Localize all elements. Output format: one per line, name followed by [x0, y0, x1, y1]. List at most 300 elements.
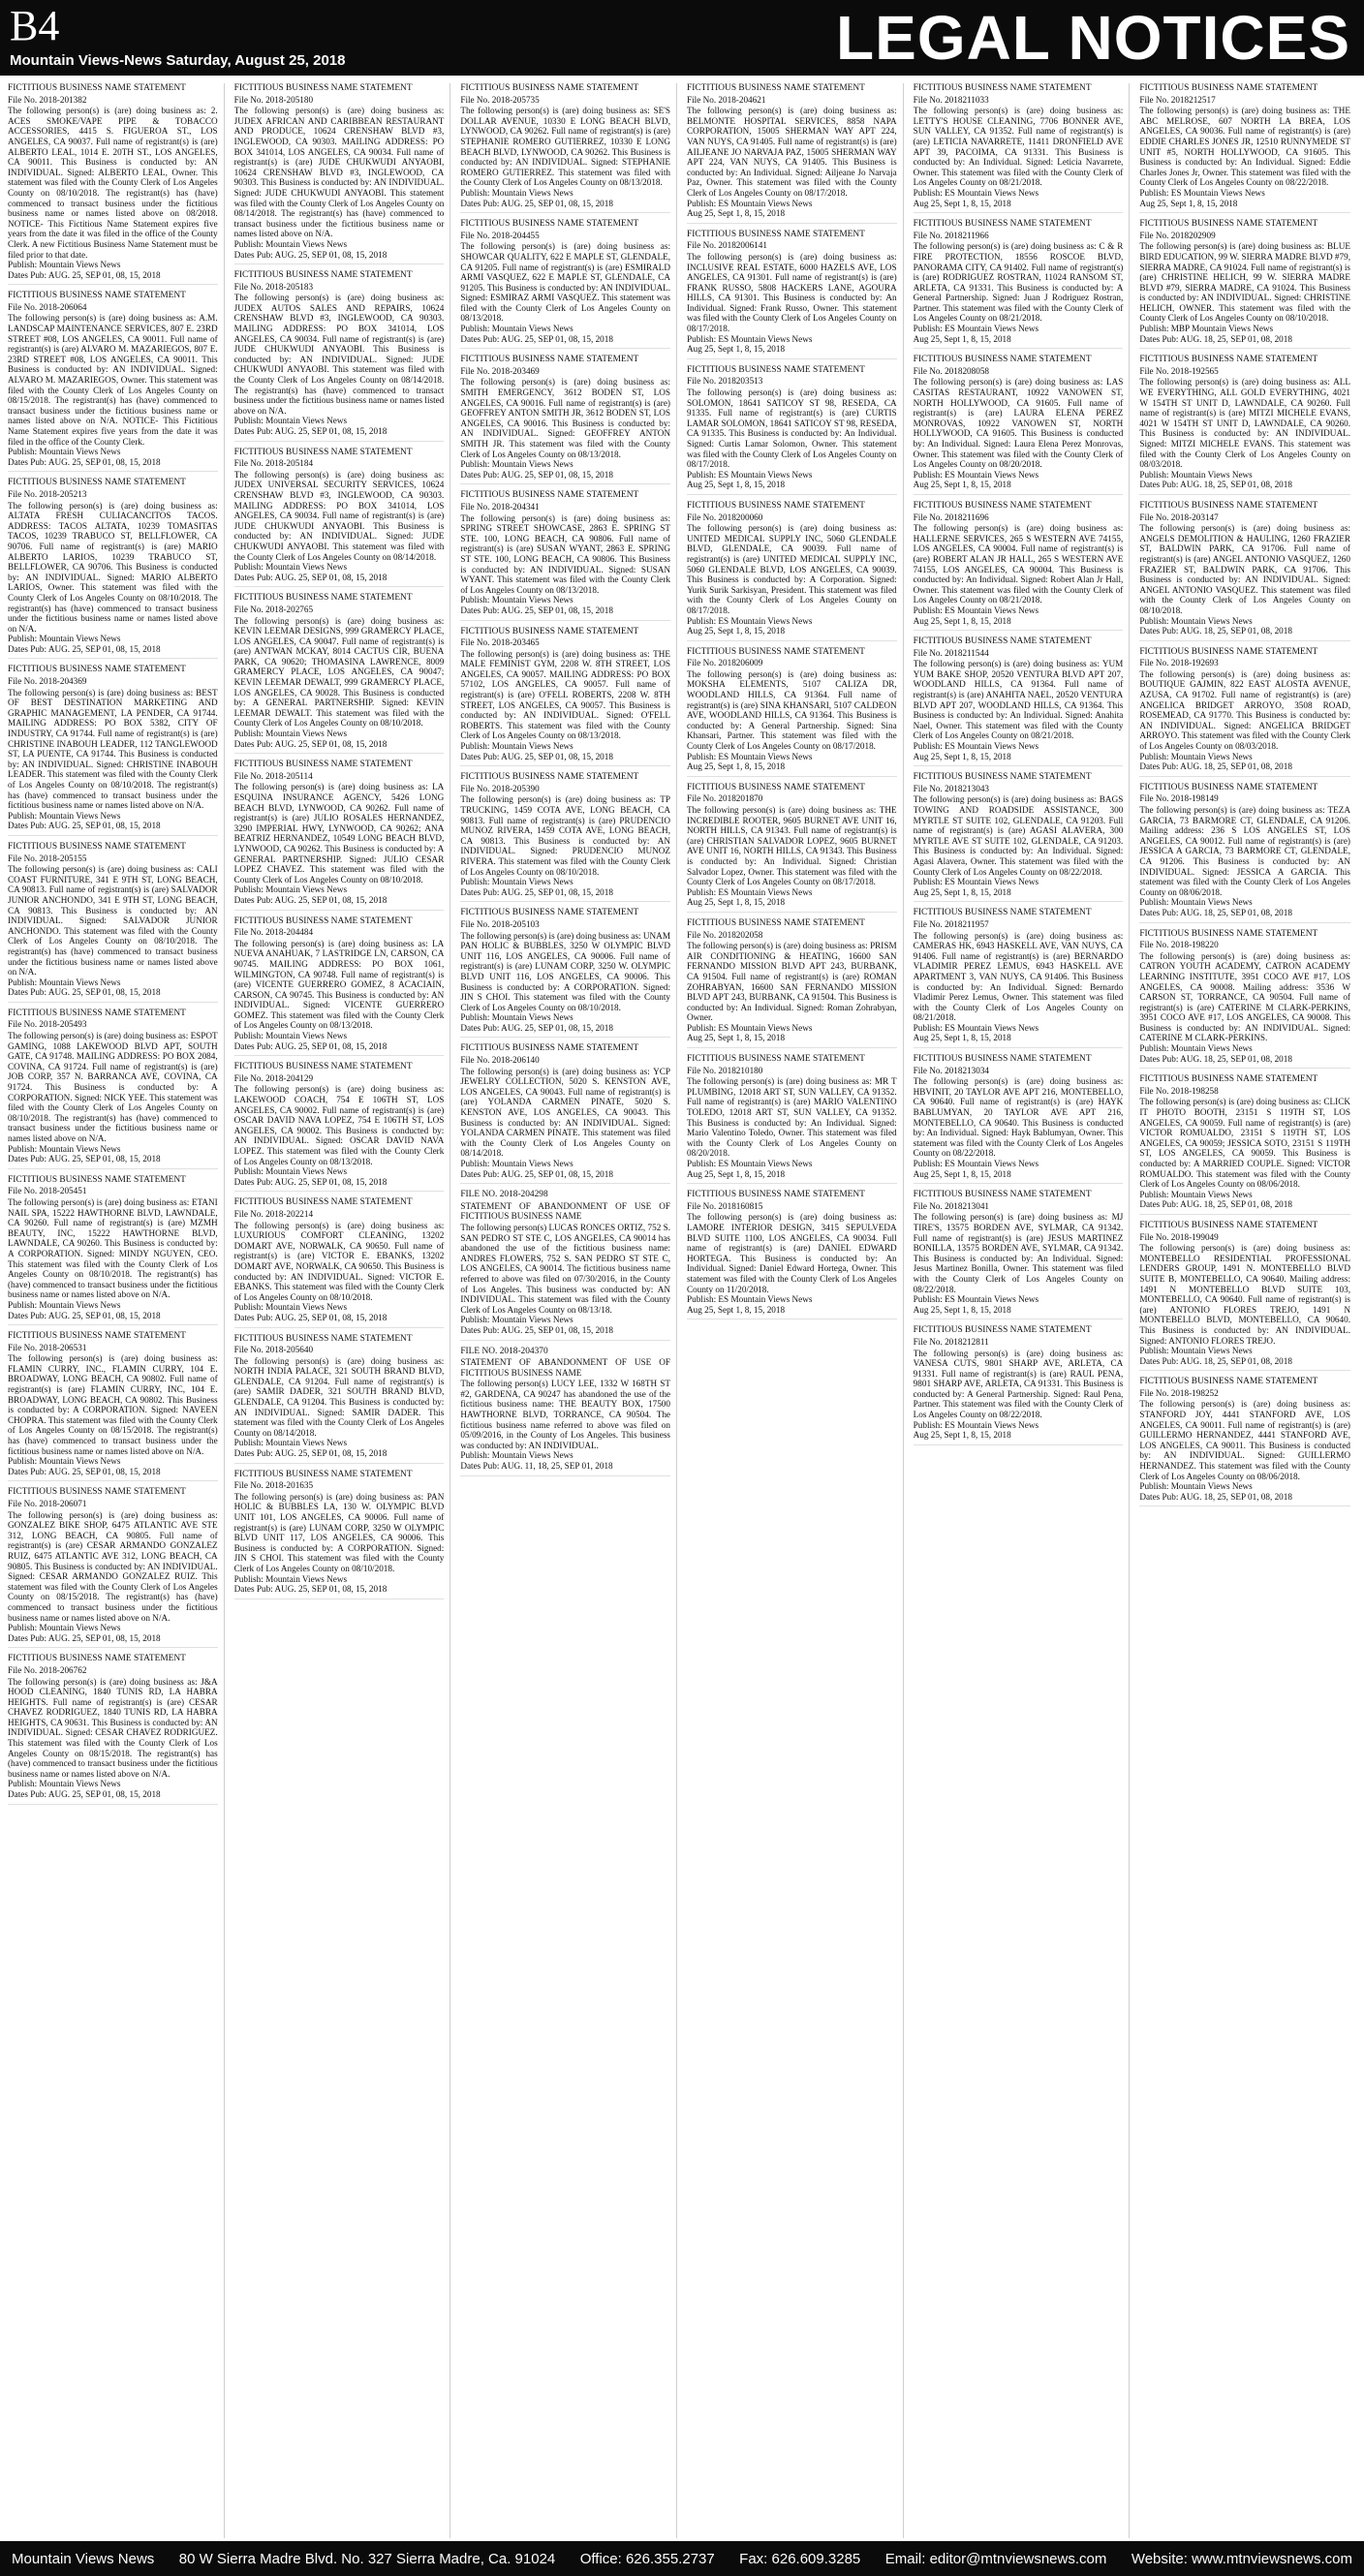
notice-file-number: File No. 2018-204455 [460, 230, 540, 240]
notice-publication: Publish: Mountain Views News [8, 1623, 121, 1633]
legal-notice [234, 760, 445, 910]
notice-title: FICTITIOUS BUSINESS NAME STATEMENT [233, 83, 413, 93]
notice-title: FICTITIOUS BUSINESS NAME STATEMENT [8, 291, 186, 301]
notice-publish-dates: Dates Pub: AUG. 25, SEP 01, 08, 15, 2018 [8, 821, 161, 831]
notice-body: The following person(s) is (are) doing business as: KEVIN LEEMAR DESIGNS, 999 GRAMERCY PLACE, LOS ANGELES, CA 90047. Full name of registrant(s) is (are) ANTWAN MCKAY, 8014 CACTUS CIR, BUENA PARK, CA 90620; THOMASINA LAWRENCE, 8009 GRAMERCY PLACE, LOS ANGELES, CA 90047; KEVIN LEEMAR DEWALT, 999 GRAMERCY PLACE, LOS ANGELES, CA 90028. This Business is conducted by: A GENERAL PARTNERSHIP. Signed: KEVIN LEEMAR DEWALT. This statement was filed with the County Clerk of Los Angeles County on 08/10/2018. [233, 615, 445, 729]
notice-body: The following person(s) is (are) doing business as: MOKSHA ELEMENTS, 5107 CALIZA DR, WOODLAND HILLS, CA 91364. Full name of registrant(s) is (are) SINA KHANSARI, 5107 CALDEON AVE, WOODLAND HILLS, CA 91364. This Business is conducted by: A General Partnership. Signed: Sina Khansari, Partner. This statement was filed with the County Clerk of Los Angeles County on 08/17/2018. [687, 668, 897, 752]
notice-title: FICTITIOUS BUSINESS NAME STATEMENT [913, 219, 1092, 230]
notice-title: FICTITIOUS BUSINESS NAME STATEMENT [687, 917, 865, 928]
notice-publish-dates: Dates Pub: AUG. 18, 25, SEP 01, 08, 2018 [1139, 1199, 1292, 1210]
notice-file-number: File No. 2018-203465 [460, 637, 540, 648]
notice-file-number: File No. 2018-198252 [1139, 1387, 1219, 1398]
notice-body: The following person(s) is (are) doing business as: PAN HOLIC & BUBBLES LA, 130 W. OLYMPIC BLVD UNIT 101, LOS ANGELES, CA 90006. Full name of registrant(s) is (are) LUNAM CORP, 3250 W OLYMPIC BLVD UNIT 117, LOS ANGELES, CA 90006. This Business is conducted by: A CORPORATION. Signed: JIN S CHOI. This statement was filed with the County Clerk of Los Angeles County on 08/10/2018. [233, 1491, 445, 1573]
notice-title: FICTITIOUS BUSINESS NAME STATEMENT [1139, 1377, 1318, 1387]
legal-notice [687, 1190, 897, 1319]
legal-notice [687, 230, 897, 359]
notice-body: The following person(s) is (are) doing business as: J&A HOOD CLEANING, 1840 TUNIS RD, LA HABRA HEIGHTS. Full name of registrant(s) is (are) CESAR CHAVEZ RODRIGUEZ, 1840 TUNIS RD, LA HABRA HEIGHTS, CA 90631. This Business is conducted by: AN INDIVIDUAL. Signed: CESAR CHAVEZ RODRIGUEZ. This statement was filed with the County Clerk of Los Angeles County on 08/15/2018. The registrant(s) has (have) commenced to transact business under the fictitious business name or names listed above on N/A. [8, 1676, 218, 1779]
notice-title: FICTITIOUS BUSINESS NAME STATEMENT [233, 1197, 413, 1208]
notice-title: FICTITIOUS BUSINESS NAME STATEMENT [233, 760, 413, 770]
legal-notice [460, 355, 670, 484]
notice-body: The following person(s) LUCAS RONCES ORTIZ, 752 S. SAN PEDRO ST STE C, LOS ANGELES, CA 90014 has abandoned the use of the fictitious business name: ANDRES FLOWERS, 752 S. SAN PEDRO ST STE C, LOS ANGELES, CA 90014. The fictitious business name referred to above was filed on 07/30/2016, in the County of Los Angeles. This business was conducted by: AN INDIVIDUAL. This statement was filed with the County Clerk of Los Angeles County on 08/13/18. [460, 1222, 670, 1315]
notice-publication: Publish: ES Mountain Views News [913, 469, 1039, 480]
legal-notice [8, 842, 218, 1003]
notice-publish-dates: Dates Pub: AUG. 25, SEP 01, 08, 15, 2018 [460, 198, 613, 208]
notice-publication: Publish: Mountain Views News [1139, 1043, 1253, 1054]
notice-publish-dates: Dates Pub: AUG. 18, 25, SEP 01, 08, 2018 [1139, 1491, 1292, 1502]
notice-body: The following person(s) is (are) doing business as: SOLOMON, 18641 SATICOY ST 98, RESEDA, CA 91335. Full name of registrant(s) is (are) CURTIS LAMAR SOLOMON, 18641 SATICOY ST 98, RESEDA, CA 91335. This Business is conducted by: An Individual. Signed: Curtis Lamar Solomon, Owner. This statement was filed with the County Clerk of Los Angeles County on 08/17/2018. [687, 388, 897, 470]
notice-publish-dates: Dates Pub: AUG. 25, SEP 01, 08, 15, 2018 [460, 469, 613, 480]
notice-file-number: File No. 2018-205640 [233, 1345, 314, 1355]
notice-body: The following person(s) is (are) doing business as: TP TRUCKING, 1459 COTA AVE, LONG BEACH, CA 90813. Full name of registrant(s) is (are) PRUDENCIO MUNOZ RIVERA, 1459 COTA AVE, LONG BEACH, CA 90813. This Business is conducted by: AN INDIVIDUAL. Signed: PRUDENCIO MUNOZ RIVERA. This statement was filed with the County Clerk of Los Angeles County on 08/10/2018. [460, 794, 670, 877]
notice-file-number: File No. 2018213041 [913, 1200, 990, 1211]
notice-file-number: File No. 2018-201635 [233, 1480, 314, 1491]
legal-notice [1139, 783, 1350, 923]
notice-title: FICTITIOUS BUSINESS NAME STATEMENT [687, 1054, 865, 1065]
notice-publication: Publish: Mountain Views News [1139, 1346, 1253, 1356]
legal-notice [234, 83, 445, 264]
notice-publication: Publish: ES Mountain Views News [687, 886, 813, 897]
notice-publish-dates: Dates Pub: AUG. 25, SEP 01, 08, 15, 2018 [8, 1310, 161, 1320]
legal-notice [687, 83, 897, 224]
legal-notice [8, 1654, 218, 1804]
notice-body: The following person(s) is (are) doing business as: CAMERAS HK, 6943 HASKELL AVE, VAN NUYS, CA 91406. Full name of registrant(s) is (are) BERNARDO VLADIMIR PEREZ LEMUS, 6943 HASKELL AVE APARTMENT 3, VAN NUYS, CA 91406. This Business is conducted by: An Individual. Signed: Bernardo Vladimir Perez Lemus, Owner. This statement was filed with the County Clerk of Los Angeles County on 08/21/2018. [913, 930, 1124, 1023]
notice-publish-dates: Dates Pub: AUG. 25, SEP 01, 08, 15, 2018 [233, 738, 388, 749]
notice-publish-dates: Aug 25, Sept 1, 8, 15, 2018 [687, 1304, 786, 1315]
notice-body: The following person(s) is (are) doing business as: A.M. LANDSCAP MAINTENANCE SERVICES, 807 E. 23RD STREET #08, LOS ANGELES, CA 90011. Full name of registrant(s) is (are) ALVARO M. MAZARIEGOS, 807 E. 23RD STREET #08, LOS ANGELES, CA 90011. This Business is conducted by: AN INDIVIDUAL. Signed: ALVARO M. MAZARIEGOS, Owner. This statement was filed with the County Clerk of Los Angeles County on 08/15/2018. The registrant(s) has (have) commenced to transact business under the fictitious business name or names listed above on N/A. NOTICE- This Fictitious Name Statement expires five years from the date it was filed in the office of the County Clerk. [8, 313, 218, 447]
legal-notice [460, 908, 670, 1038]
notice-file-number: File No. 2018-205390 [460, 783, 540, 793]
notice-publication: Publish: Mountain Views News [8, 1299, 121, 1310]
notice-publish-dates: Dates Pub: AUG. 25, SEP 01, 08, 15, 2018 [233, 572, 388, 582]
notice-file-number: File No. 2018203513 [687, 376, 763, 387]
notice-publication: Publish: Mountain Views News [460, 741, 574, 752]
legal-notice [234, 1062, 445, 1192]
legal-notice [1139, 1377, 1350, 1506]
notice-file-number: File No. 2018-205213 [8, 488, 87, 499]
notice-publication: Publish: Mountain Views News [460, 187, 574, 198]
notice-publication: Publish: ES Mountain Views News [687, 469, 813, 480]
notice-body: The following person(s) is (are) doing business as: UNITED MEDICAL SUPPLY INC, 5060 GLENDALE BLVD, GLENDALE, CA 90039. Full name of registrant(s) is (are) UNITED MEDICAL SUPPLY INC, 5060 GLENDALE BLVD, LOS ANGELES, CA 90039. This Business is conducted by: A Corporation. Signed: Yurik Surik Sarkisyan, President. This statement was filed with the County Clerk of Los Angeles County on 08/17/2018. [687, 523, 897, 615]
notice-publication: Publish: ES Mountain Views News [687, 1159, 813, 1168]
notice-publication: Publish: ES Mountain Views News [913, 877, 1039, 887]
notice-title: FICTITIOUS BUSINESS NAME STATEMENT [1139, 1220, 1318, 1230]
notice-file-number: File No. 2018-204484 [233, 927, 314, 938]
notice-publish-dates: Dates Pub: AUG. 25, SEP 01, 08, 15, 2018 [8, 269, 161, 280]
notice-file-number: File No. 2018-203147 [1139, 512, 1219, 522]
notice-file-number: File No. 2018-206531 [8, 1342, 87, 1352]
notice-title: FICTITIOUS BUSINESS NAME STATEMENT [460, 626, 639, 636]
notice-file-number: File No. 2018200060 [687, 512, 763, 522]
notice-file-number: File No. 2018-202214 [233, 1208, 314, 1219]
notice-file-number: File No. 2018-206140 [460, 1055, 540, 1066]
legal-notice [687, 501, 897, 641]
notice-file-number: File No. 2018202058 [687, 929, 763, 940]
notice-body: The following person(s) LUCY LEE, 1332 W 168TH ST #2, GARDENA, CA 90247 has abandoned the use of the fictitious business name: THE BEAUTY BOX, 17500 HAWTHORNE BLVD, TORRANCE, CA 90504. The fictitious business name referred to above was filed on 05/09/2016, in the County of Los Angeles. This business was conducted by: AN INDIVIDUAL. [460, 1379, 670, 1450]
notice-body: The following person(s) is (are) doing business as: LA ESQUINA INSURANCE AGENCY, 5426 LONG BEACH BLVD, LYNWOOD, CA 90262. Full name of registrant(s) is (are) JULIO ROSALES HERNANDEZ, 3290 IMPERIAL HWY, LYNWOOD, CA 90262; ANA BEATRIZ HERNANDEZ, 10549 LONG BEACH BLVD, LYNWOOD, CA 90262. This Business is conducted by: A GENERAL PARTNERSHIP. Signed: JULIO CESAR LOPEZ CHAVEZ. This statement was filed with the County Clerk of Los Angeles County on 08/10/2018. [233, 782, 445, 885]
notice-title: FICTITIOUS BUSINESS NAME STATEMENT [913, 772, 1092, 783]
notice-body: The following person(s) is (are) doing business as: ALTATA FRESH CULIACANCITOS TACOS. ADDRESS: TACOS ALTATA, 10239 TOMASITAS TACOS, 10239 TRABUCO ST, BELLFLOWER, CA 90706. Full name of registrant(s) is (are) MARIO ALBERTO LARIOS, 10239 TRABUCO ST, BELLFLOWER, CA 90706. This Business is conducted by: AN INDIVIDUAL. Signed: MARIO ALBERTO LARIOS, Owner. This statement was filed with the County Clerk of Los Angeles County on 08/10/2018. The registrant(s) has (have) commenced to transact business under the fictitious business name or names listed above on N/A. [8, 500, 218, 634]
notice-body: The following person(s) is (are) doing business as: JUDEX UNIVERSAL SECURITY SERVICES, 10624 CRENSHAW BLVD #3, INGLEWOOD, CA 90303. MAILING ADDRESS: PO BOX 341014, LOS ANGELES, CA 90034. Full name of registrant(s) is (are) JUDE CHUKWUDI ANYAOBI. This Business is conducted by: AN INDIVIDUAL. Signed: JUDE CHUKWUDI ANYAOBI. This statement was filed with the County Clerk of Los Angeles County on 08/14/2018. [233, 469, 445, 562]
notice-publication: Publish: ES Mountain Views News [687, 751, 813, 761]
notice-publication: Publish: Mountain Views News [8, 1143, 121, 1154]
legal-notice [460, 1043, 670, 1184]
notice-file-number: File No. 2018-205155 [8, 853, 87, 863]
notice-publication: Publish: Mountain Views News [460, 1450, 574, 1461]
notice-file-number: File No. 2018-201382 [8, 94, 87, 105]
notice-title: FICTITIOUS BUSINESS NAME STATEMENT [460, 490, 639, 501]
notice-publication: Publish: Mountain Views News [8, 810, 121, 821]
notice-publication: Publish: Mountain Views News [8, 260, 121, 270]
notice-title: FICTITIOUS BUSINESS NAME STATEMENT [8, 1174, 186, 1185]
notice-title: FICTITIOUS BUSINESS NAME STATEMENT [460, 1043, 639, 1054]
notice-publication: Publish: ES Mountain Views News [687, 198, 813, 208]
notice-title: FICTITIOUS BUSINESS NAME STATEMENT [8, 1008, 186, 1018]
notice-file-number: File No. 2018-202765 [233, 604, 314, 614]
notice-publish-dates: Aug 25, Sept 1, 8, 15, 2018 [687, 761, 786, 772]
notice-publication: Publish: Mountain Views News [8, 447, 121, 457]
notice-column [914, 83, 1131, 2538]
notice-publication: Publish: ES Mountain Views News [687, 1022, 813, 1033]
legal-notice [1139, 1221, 1350, 1371]
notice-title: FICTITIOUS BUSINESS NAME STATEMENT [913, 1325, 1092, 1336]
notice-title: FICTITIOUS BUSINESS NAME STATEMENT [687, 364, 865, 375]
notice-publish-dates: Dates Pub: AUG. 18, 25, SEP 01, 08, 2018 [1139, 1355, 1292, 1366]
notice-title: FICTITIOUS BUSINESS NAME STATEMENT [1139, 219, 1318, 230]
notice-file-number: File No. 2018211544 [913, 647, 989, 658]
notice-title: FICTITIOUS BUSINESS NAME STATEMENT [233, 1333, 413, 1344]
notice-file-number: File No. 2018213034 [913, 1065, 990, 1075]
notice-file-number: File No. 2018-206071 [8, 1499, 87, 1508]
notice-body: The following person(s) is (are) doing business as: MR T PLUMBING, 12018 ART ST, SUN VALLEY, CA 91352. Full name of registrant(s) is (are) MARIO VALENTINO TOLEDO, 12018 ART ST, SUN VALLEY, CA 91352. This Business is conducted by: An Individual. Signed: Mario Valentino Toledo, Owner. This statement was filed with the County Clerk of Los Angeles County on 08/20/2018. [687, 1076, 897, 1159]
notice-file-number: File No. 2018-203469 [460, 365, 540, 376]
notice-body: The following person(s) is (are) doing business as: YUM YUM BAKE SHOP, 20520 VENTURA BLVD APT 207, WOODLAND HILLS, CA 91364. Full name of registrant(s) is (are) ANAHITA NAEL, 20520 VENTURA BLVD APT 207, WOODLAND HILLS, CA 91364. This Business is conducted by: An Individual. Signed: Anahita Nael, Owner. This statement was filed with the County Clerk of Los Angeles County on 08/21/2018. [913, 659, 1124, 741]
notice-publish-dates: Dates Pub: AUG. 18, 25, SEP 01, 08, 2018 [1139, 333, 1292, 344]
legal-notice [460, 83, 670, 213]
legal-notice [460, 627, 670, 767]
notice-publication: Publish: Mountain Views News [460, 1012, 574, 1023]
notice-file-number: File No. 2018-205451 [8, 1186, 87, 1196]
notice-file-number: File No. 2018-205103 [460, 918, 540, 929]
notice-title: FICTITIOUS BUSINESS NAME STATEMENT [687, 782, 865, 792]
notice-file-number: File No. 2018-205184 [233, 458, 314, 469]
notice-publish-dates: Aug 25, Sept 1, 8, 15, 2018 [913, 1304, 1011, 1315]
notice-publication: Publish: Mountain Views News [460, 459, 574, 470]
notice-publish-dates: Dates Pub: AUG. 25, SEP 01, 08, 15, 2018 [233, 249, 388, 260]
notice-title: FICTITIOUS BUSINESS NAME STATEMENT [460, 83, 639, 93]
footer-bar [0, 2541, 1364, 2576]
notice-publish-dates: Aug 25, Sept 1, 8, 15, 2018 [913, 480, 1011, 490]
notice-title: FICTITIOUS BUSINESS NAME STATEMENT [1139, 83, 1318, 93]
legal-notice [1139, 355, 1350, 495]
notice-publication: Publish: Mountain Views News [8, 1779, 121, 1789]
notice-publication: Publish: Mountain Views News [8, 1456, 121, 1467]
notice-title: FICTITIOUS BUSINESS NAME STATEMENT [913, 908, 1092, 918]
legal-notice [460, 772, 670, 902]
notice-file-number: File No. 2018-205183 [233, 281, 314, 292]
notice-title: FICTITIOUS BUSINESS NAME STATEMENT [460, 908, 639, 918]
notice-publish-dates: Dates Pub: AUG. 25, SEP 01, 08, 15, 2018 [8, 1154, 161, 1164]
notice-body: The following person(s) is (are) doing business as: LAMORE INTERIOR DESIGN, 3415 SEPULVEDA BLVD SUITE 1100, LOS ANGELES, CA 90034. Full name of registrant(s) is (are) DANIEL EDWARD HORTEGA. This Business is conducted by: An Individual. Signed: Daniel Edward Hortega, Owner. This statement was filed with the County Clerk of Los Angeles County on 11/20/2018. [687, 1212, 897, 1294]
notice-body: The following person(s) is (are) doing business as: CATRON YOUTH ACADEMY, CATRON ACADEMY LEARNING INSTITUTE, 3951 COCO AVE #17, LOS ANGELES, CA 90008. Mailing address: 3536 W CARSON ST, TORRANCE, CA 90504. Full name of registrant(s) is (are) CATERINE M CLARK-PERKINS, 3951 COCO AVE #17, LOS ANGELES, CA 90008. This Business is conducted by: AN INDIVIDUAL. Signed: CATERINE M CLARK-PERKINS. [1139, 950, 1350, 1043]
notice-body: The following person(s) is (are) doing business as: JUDEX AFRICAN AND CARIBBEAN RESTAURANT AND PRODUCE, 10624 CRENSHAW BLVD #3, INGLEWOOD, CA 90303. MAILING ADDRESS: PO BOX 341014, LOS ANGELES, CA 90034. Full name of registrant(s) is (are) JUDE CHUKWUDI ANYAOBI, 10624 CRENSHAW BLVD #3, INGLEWOOD, CA 90303. This Business is conducted by: AN INDIVIDUAL. Signed: JUDE CHUKWUDI ANYAOBI. This statement was filed with the County Clerk of Los Angeles County on 08/14/2018. The registrant(s) has (have) commenced to transact business under the fictitious business name or names listed above on N/A. [233, 106, 445, 239]
notice-publish-dates: Dates Pub: AUG. 25, SEP 01, 08, 15, 2018 [8, 1466, 161, 1476]
notice-title: FICTITIOUS BUSINESS NAME STATEMENT [913, 1054, 1092, 1065]
notice-column [460, 83, 677, 2538]
notice-publish-dates: Dates Pub: AUG. 25, SEP 01, 08, 15, 2018 [8, 987, 161, 998]
notice-body: The following person(s) is (are) doing business as: UNAM PAN HOLIC & BUBBLES, 3250 W OLYMPIC BLVD UNIT 116, LOS ANGELES, CA 90006. Full name of registrant(s) is (are) LUNAM CORP, 3250 W. OLYMPIC BLVD UNIT 116, LOS ANGELES, CA 90006. This Business is conducted by: A CORPORATION. Signed: JIN S CHOI. This statement was filed with the County Clerk of Los Angeles County on 08/10/2018. [460, 930, 670, 1012]
notice-body: The following person(s) is (are) doing business as: THE ABC MELROSE, 607 NORTH LA BREA, LOS ANGELES, CA 90036. Full name of registrant(s) is (are) EDDIE CHARLES JONES JR, 12510 RUNNYMEDE ST UNIT #5, NORTH HOLLYWOOD, CA 91605. This Business is conducted by: An Individual. Signed: Eddie Charles Jones Jr, Owner. This statement was filed with the County Clerk of Los Angeles County on 08/22/2018. [1139, 106, 1350, 188]
notice-publication: Publish: ES Mountain Views News [687, 615, 813, 626]
notice-publication: Publish: Mountain Views News [233, 1031, 348, 1041]
notice-publication: Publish: Mountain Views News [8, 977, 121, 987]
notice-file-number: File No. 2018-205493 [8, 1019, 87, 1030]
legal-notice [234, 1334, 445, 1464]
notice-publish-dates: Dates Pub: AUG. 25, SEP 01, 08, 15, 2018 [8, 456, 161, 467]
notice-title: FILE NO. 2018-204298 [460, 1190, 548, 1200]
notice-file-number: File No. 2018211033 [913, 94, 989, 105]
legal-notice [460, 219, 670, 349]
legal-notice [234, 270, 445, 442]
legal-notice [1139, 647, 1350, 777]
notice-publication: Publish: Mountain Views News [233, 1302, 348, 1313]
notice-publish-dates: Aug 25, Sept 1, 8, 15, 2018 [687, 344, 786, 355]
notice-title: FICTITIOUS BUSINESS NAME STATEMENT [913, 355, 1092, 365]
notice-title: FICTITIOUS BUSINESS NAME STATEMENT [913, 636, 1092, 647]
notice-publication: Publish: ES Mountain Views News [913, 1022, 1039, 1033]
legal-notice [8, 1487, 218, 1648]
notice-publication: Publish: Mountain Views News [233, 238, 348, 249]
notice-file-number: File No. 2018206009 [687, 658, 763, 668]
notice-body: The following person(s) is (are) doing business as: INCLUSIVE REAL ESTATE, 6000 HAZELS AVE, LOS ANGELES, CA 91301. Full name of registrant(s) is (are) FRANK RUSSO, 5808 HACKERS LANE, AGOURA HILLS, CA 91301. This Business is conducted by: An Individual. Signed: Frank Russo, Owner. This statement was filed with the County Clerk of Los Angeles County on 08/17/2018. [687, 251, 897, 334]
notice-publication: Publish: ES Mountain Views News [913, 605, 1039, 615]
notice-title: FICTITIOUS BUSINESS NAME STATEMENT [913, 500, 1092, 511]
notice-title: FICTITIOUS BUSINESS NAME STATEMENT [1139, 646, 1318, 657]
legal-notice [914, 1190, 1124, 1319]
notice-title: FICTITIOUS BUSINESS NAME STATEMENT [460, 355, 639, 365]
notice-publish-dates: Aug 25, Sept 1, 8, 15, 2018 [687, 208, 786, 219]
notice-body: The following person(s) is (are) doing business as: SHOWCAR QUALITY, 622 E MAPLE ST, GLENDALE, CA 91205. Full name of registrant(s) is (are) ESMIRALD ARMI VASQUEZ, 622 E MAPLE ST, GLENDALE, CA 91205. This Business is conducted by: AN INDIVIDUAL. Signed: ESMIRAZ ARMI VASQUEZ. This statement was filed with the County Clerk of Los Angeles County on 08/13/2018. [460, 241, 670, 324]
legal-notice [914, 908, 1124, 1048]
notice-title: FICTITIOUS BUSINESS NAME STATEMENT [8, 1654, 186, 1664]
notice-file-number: File No. 2018-198258 [1139, 1085, 1219, 1096]
notice-publish-dates: Aug 25, Sept 1, 8, 15, 2018 [913, 333, 1011, 344]
notice-publish-dates: Dates Pub: AUG. 25, SEP 01, 08, 15, 2018 [8, 1632, 161, 1643]
notice-body: The following person(s) is (are) doing business as: LA NUEVA ANAHUAK, 7 LASTRIDGE LN, CARSON, CA 90745. MAILING ADDRESS: PO BOX 1061, WILMINGTON, CA 90748. Full name of registrant(s) is (are) VICENTE GUERRERO GOMEZ, 8 ACACIAIN, CARSON, CA 90745. This Business is conducted by: AN INDIVIDUAL. Signed: VICENTE GUERRERO GOMEZ. This statement was filed with the County Clerk of Los Angeles County on 08/13/2018. [233, 938, 445, 1031]
notice-file-number: File No. 2018212517 [1139, 94, 1216, 105]
notice-file-number: File No. 2018-205180 [233, 94, 314, 105]
notice-title: FICTITIOUS BUSINESS NAME STATEMENT [687, 1190, 865, 1200]
notice-body: The following person(s) is (are) doing business as: SMITH EMERGENCY, 3612 BODEN ST, LOS ANGELES, CA 90016. Full name of registrant(s) is (are) GEOFFREY ANTON SMITH JR, 3612 BODEN ST, LOS ANGELES, CA 90016. This Business is conducted by: AN INDIVIDUAL. Signed: GEOFFREY ANTON SMITH JR. This statement was filed with the County Clerk of Los Angeles County on 08/13/2018. [460, 377, 670, 459]
notice-publish-dates: Dates Pub: AUG. 25, SEP 01, 08, 15, 2018 [233, 1040, 388, 1051]
legal-notice [687, 647, 897, 777]
notice-title: FICTITIOUS BUSINESS NAME STATEMENT [233, 270, 413, 281]
legal-notice [687, 918, 897, 1048]
notice-publish-dates: Aug 25, Sept 1, 8, 15, 2018 [687, 897, 786, 908]
legal-notice [8, 1331, 218, 1481]
notice-publish-dates: Aug 25, Sept 1, 8, 15, 2018 [913, 1168, 1011, 1179]
notice-publication: Publish: Mountain Views News [1139, 897, 1253, 908]
notice-publish-dates: Dates Pub: AUG. 25, SEP 01, 08, 15, 2018 [8, 1789, 161, 1800]
notice-publication: Publish: MBP Mountain Views News [1139, 324, 1274, 334]
notice-body: The following person(s) is (are) doing business as: TEZA GARCIA, 73 BARMORE CT, GLENDALE, CA 91206. Mailing address: 236 S LOS ANGELES ST, LOS ANGELES, CA 90012. Full name of registrant(s) is (are) JESSICA A GARCIA, 73 BARMORE CT, GLENDALE, CA 91206. This Business is conducted by: AN INDIVIDUAL. Signed: JESSICA A GARCIA. This statement was filed with the County Clerk of Los Angeles County on 08/06/2018. [1139, 805, 1350, 897]
notice-body: The following person(s) is (are) doing business as: HBVINIT, 20 TAYLOR AVE APT 216, MONTEBELLO, CA 90640. Full name of registrant(s) is (are) HAYK BABLUMYAN, 20 TAYLOR AVE APT 216, MONTEBELLO, CA 90640. This Business is conducted by: An Individual. Signed: Hayk Bablumyan, Owner. This statement was filed with the County Clerk of Los Angeles County on 08/22/2018. [913, 1076, 1124, 1159]
legal-notice [460, 490, 670, 620]
notice-file-number: File No. 2018-204621 [687, 94, 766, 105]
notice-publish-dates: Aug 25, Sept 1, 8, 15, 2018 [687, 480, 786, 490]
notice-title: FICTITIOUS BUSINESS NAME STATEMENT [8, 1487, 186, 1498]
notice-publish-dates: Aug 25, Sept 1, 8, 15, 2018 [1139, 198, 1238, 208]
notice-publication: Publish: ES Mountain Views News [913, 1419, 1039, 1430]
notice-file-number: File No. 2018211957 [913, 918, 989, 929]
notice-publish-dates: Aug 25, Sept 1, 8, 15, 2018 [913, 1430, 1011, 1441]
footer-website[interactable]: Website: www.mtnviewsnews.com [1131, 2550, 1352, 2567]
notice-publish-dates: Dates Pub: AUG. 18, 25, SEP 01, 08, 2018 [1139, 626, 1292, 636]
notice-body: The following person(s) is (are) doing business as: JUDEX AUTOS SALES AND REPAIRS, 10624 CRENSHAW BLVD #3, INGLEWOOD, CA 90303. MAILING ADDRESS: PO BOX 341014, LOS ANGELES, CA 90034. Full name of registrant(s) is (are) JUDE CHUKWUDI ANYAOBI. This Business is conducted by: AN INDIVIDUAL. Signed: JUDE CHUKWUDI ANYAOBI. This statement was filed with the County Clerk of Los Angeles County on 08/14/2018. The registrant(s) has (have) commenced to transact business under the fictitious business name or names listed above on N/A. [233, 293, 445, 416]
notice-publish-dates: Aug 25, Sept 1, 8, 15, 2018 [913, 615, 1011, 626]
legal-notice [8, 291, 218, 472]
notice-title: FICTITIOUS BUSINESS NAME STATEMENT [1139, 1074, 1318, 1085]
notice-body: The following person(s) is (are) doing business as: LETTY'S HOUSE CLEANING, 7706 BONNER AVE, SUN VALLEY, CA 91352. Full name of registrant(s) is (are) LETICIA NAVARRETE, 11411 DRONFIELD AVE APT 39, PACOIMA, CA 91331. This Business is conducted by: An Individual. Signed: Leticia Navarrete, Owner. This statement was filed with the County Clerk of Los Angeles County on 08/21/2018. [913, 106, 1124, 188]
notice-body: The following person(s) is (are) doing business as: BEST OF BEST DESTINATION MARKETING AND GRAPHIC MANAGEMENT, LA PENDER, CA 91744. MAILING ADDRESS: PO BOX 5382, CITY OF INDUSTRY, CA 91744. Full name of registrant(s) is (are) CHRISTINE INABOUH LEADER, 112 TANGLEWOOD ST, LA PUENTE, CA 91744. This Business is conducted by: AN INDIVIDUAL. Signed: CHRISTINE INABOUH LEADER. This statement was filed with the County Clerk of Los Angeles County on 08/10/2018. The registrant(s) has (have) commenced to transact business under the fictitious business name or names listed above on N/A. [8, 687, 218, 811]
notice-body: The following person(s) is (are) doing business as: PRISM AIR CONDITIONING & HEATING, 16600 SAN FERNANDO MISSION BLVD APT 243, BURBANK, CA 91504. Full name of registrant(s) is (are) ROMAN ZOHRABYAN, 16600 SAN FERNANDO MISSION BLVD APT 243, BURBANK, CA 91504. This Business is conducted by: An Individual. Signed: Roman Zohrabyan, Owner. [687, 941, 897, 1023]
notice-title: FICTITIOUS BUSINESS NAME STATEMENT [460, 772, 639, 783]
notice-publication: Publish: Mountain Views News [233, 729, 348, 739]
notice-file-number: File No. 2018208058 [913, 365, 990, 376]
notice-publication: Publish: Mountain Views News [1139, 751, 1253, 761]
notice-publish-dates: Dates Pub: AUG. 25, SEP 01, 08, 15, 2018 [460, 1022, 613, 1033]
paper-name-and-date: Mountain Views-News Saturday, August 25, 2018 [10, 52, 346, 69]
legal-notice [1139, 929, 1350, 1070]
notice-title: FICTITIOUS BUSINESS NAME STATEMENT [233, 593, 413, 604]
notice-file-number: File No. 2018213043 [913, 783, 990, 793]
legal-notice [1139, 219, 1350, 349]
notice-body: The following person(s) is (are) doing business as: MJ TIRE'S, 13575 BORDEN AVE, SYLMAR, CA 91342. Full name of registrant(s) is (are) JESUS MARTINEZ BONILLA, 13575 BORDEN AVE, SYLMAR, CA 91342. This Business is conducted by: An Individual. Signed: Jesus Martinez Bonilla, Owner. This statement was filed with the County Clerk of Los Angeles County on 08/22/2018. [913, 1212, 1124, 1294]
notice-body: The following person(s) is (are) doing business as: SPRING STREET SHOWCASE, 2863 E. SPRING ST STE. 100, LONG BEACH, CA 90806. Full name of registrant(s) is (are) SUSAN WYANT, 2863 E. SPRING ST STE. 100, LONG BEACH, CA 90806. This Business is conducted by: AN INDIVIDUAL. Signed: SUSAN WYANT. This statement was filed with the County Clerk of Los Angeles County on 08/13/2018. [460, 512, 670, 595]
notice-title: FICTITIOUS BUSINESS NAME STATEMENT [8, 841, 186, 852]
legal-notice [914, 501, 1124, 631]
notice-title: FICTITIOUS BUSINESS NAME STATEMENT [913, 83, 1092, 93]
notice-publish-dates: Dates Pub: AUG. 25, SEP 01, 08, 15, 2018 [233, 426, 388, 436]
notice-body: The following person(s) is (are) doing business as: SE'S DOLLAR AVENUE, 10330 E LONG BEACH BLVD, LYNWOOD, CA 90262. Full name of registrant(s) is (are) STEPHANIE ROMERO GUTIERREZ, 10330 E LONG BEACH BLVD, LYNWOOD, CA 90262. This Business is conducted by: AN INDIVIDUAL. Signed: STEPHANIE ROMERO GUTIERREZ. This statement was filed with the County Clerk of Los Angeles County on 08/13/2018. [460, 106, 670, 188]
notice-publication: Publish: Mountain Views News [1139, 615, 1253, 626]
legal-notice [8, 478, 218, 659]
notice-body: The following person(s) is (are) doing business as: BLUE BIRD EDUCATION, 99 W. SIERRA MADRE BLVD #79, SIERRA MADRE, CA 91024. Full name of registrant(s) is (are) CHRISTINE HELICH, 99 W. SIERRA MADRE BLVD #79, SIERRA MADRE, CA 91024. This Business is conducted by: AN INDIVIDUAL. Signed: CHRISTINE HELICH, OWNER. This statement was filed with the County Clerk of Los Angeles County on 08/10/2018. [1139, 241, 1350, 324]
notice-publish-dates: Aug 25, Sept 1, 8, 15, 2018 [913, 198, 1011, 208]
notice-publish-dates: Dates Pub: AUG. 25, SEP 01, 08, 15, 2018 [460, 886, 613, 897]
notice-body: The following person(s) is (are) doing business as: LAKEWOOD COACH, 754 E 106TH ST, LOS ANGELES, CA 90002. Full name of registrant(s) is (are) OSCAR DAVID NAVA LOPEZ, 754 E 106TH ST, LOS ANGELES, CA 90002. This Business is conducted by: AN INDIVIDUAL. Signed: OSCAR DAVID NAVA LOPEZ. This statement was filed with the County Clerk of Los Angeles County on 08/13/2018. [233, 1084, 445, 1166]
legal-notice [687, 365, 897, 495]
notice-publication: Publish: ES Mountain Views News [913, 1159, 1039, 1168]
notice-body: The following person(s) is (are) doing business as: ESPOT GAMING, 1088 LAKEWOOD BLVD APT, SOUTH GATE, CA 91748. MAILING ADDRESS: PO BOX 2084, COVINA, CA 91724. Full name of registrant(s) is (are) JOB CORP, 357 N. BARRANCA AVE, COVINA, CA 91724. This Business is conducted by: A CORPORATION. Signed: NICK YEE. This statement was filed with the County Clerk of Los Angeles County on 08/10/2018. The registrant(s) has (have) commenced to transact business under the fictitious business name or names listed above on N/A. [8, 1031, 218, 1143]
notice-title: FICTITIOUS BUSINESS NAME STATEMENT [233, 1469, 413, 1479]
legal-notice [234, 448, 445, 588]
notice-file-number: STATEMENT OF ABANDONMENT OF USE OF FICTITIOUS BUSINESS NAME [460, 1200, 670, 1222]
notice-body: The following person(s) is (are) doing business as: HALLERNE SERVICES, 265 S WESTERN AVE 74155, LOS ANGELES, CA 90004. Full name of registrant(s) is (are) ROBERT ALAN JR HALL, 265 S WESTERN AVE 74155, LOS ANGELES, CA 90004. This Business is conducted by: An Individual. Signed: Robert Alan Jr Hall, Owner. This statement was filed with the County Clerk of Los Angeles County on 08/21/2018. [913, 523, 1124, 605]
notice-column [687, 83, 904, 2538]
notice-title: FICTITIOUS BUSINESS NAME STATEMENT [687, 500, 865, 511]
notice-title: FICTITIOUS BUSINESS NAME STATEMENT [460, 219, 639, 230]
legal-notice [914, 772, 1124, 902]
notice-body: The following person(s) is (are) doing business as: BOUTIQUE GAJMIN, 822 EAST ALOSTA AVENUE, AZUSA, CA 91702. Full name of registrant(s) is (are) ANGELICA BRIDGET ARROYO, 3508 ROAD, ROSEMEAD, CA 91770. This Business is conducted by: AN INDIVIDUAL. Signed: ANGELICA BRIDGET ARROYO. This statement was filed with the County Clerk of Los Angeles County on 08/03/2018. [1139, 668, 1350, 752]
notice-title: FICTITIOUS BUSINESS NAME STATEMENT [913, 1190, 1092, 1200]
legal-notice [914, 355, 1124, 495]
section-title: LEGAL NOTICES [836, 3, 1350, 73]
notice-publish-dates: Dates Pub: AUG. 25, SEP 01, 08, 15, 2018 [233, 1448, 388, 1459]
legal-notice [1139, 1074, 1350, 1215]
notice-publish-dates: Dates Pub: AUG. 11, 18, 25, SEP 01, 2018 [460, 1461, 613, 1472]
notice-file-number: File No. 2018211696 [913, 512, 989, 522]
notice-publication: Publish: ES Mountain Views News [913, 324, 1039, 334]
notice-body: The following person(s) is (are) doing business as: GONZALEZ BIKE SHOP, 6475 ATLANTIC AVE STE 312, LONG BEACH, CA 90805. Full name of registrant(s) is (are) CESAR ARMANDO GONZALEZ RUIZ, 6475 ATLANTIC AVE 312, LONG BEACH, CA 90805. This Business is conducted by: AN INDIVIDUAL. Signed: CESAR ARMANDO GONZALEZ RUIZ. This statement was filed with the County Clerk of Los Angeles County on 08/15/2018. The registrant(s) has (have) commenced to transact business under the fictitious business name or names listed above on N/A. [8, 1509, 218, 1623]
notice-title: FICTITIOUS BUSINESS NAME STATEMENT [1139, 500, 1318, 511]
notice-title: FICTITIOUS BUSINESS NAME STATEMENT [1139, 355, 1318, 365]
notice-publication: Publish: Mountain Views News [233, 1166, 348, 1177]
notice-title: FICTITIOUS BUSINESS NAME STATEMENT [687, 229, 865, 239]
notice-publication: Publish: Mountain Views News [8, 634, 121, 644]
notices-columns [8, 83, 1356, 2538]
notice-publication: Publish: Mountain Views News [460, 595, 574, 605]
notice-title: FICTITIOUS BUSINESS NAME STATEMENT [1139, 782, 1318, 792]
notice-title: FICTITIOUS BUSINESS NAME STATEMENT [8, 83, 186, 93]
notice-publish-dates: Aug 25, Sept 1, 8, 15, 2018 [687, 1033, 786, 1043]
notice-file-number: File No. 2018212811 [913, 1336, 989, 1347]
notice-body: The following person(s) is (are) doing business as: VANESA CUTS, 9801 SHARP AVE, ARLETA, CA 91331. Full name of registrant(s) is (are) RAUL PENA, 9801 SHARP AVE, ARLETA, CA 91331. This Business is conducted by: A General Partnership. Signed: Raul Pena, Partner. This statement was filed with the County Clerk of Los Angeles County on 08/22/2018. [913, 1348, 1124, 1420]
notice-title: FICTITIOUS BUSINESS NAME STATEMENT [1139, 928, 1318, 939]
footer-fax: Fax: 626.609.3285 [739, 2550, 861, 2567]
notice-publish-dates: Aug 25, Sept 1, 8, 15, 2018 [913, 751, 1011, 761]
notice-publication: Publish: ES Mountain Views News [687, 333, 813, 344]
legal-notice [8, 83, 218, 285]
notice-file-number: File No. 2018-198149 [1139, 793, 1219, 804]
notice-file-number: File No. 2018210180 [687, 1065, 763, 1075]
notice-publication: Publish: Mountain Views News [233, 416, 348, 426]
notice-publish-dates: Dates Pub: AUG. 25, SEP 01, 08, 15, 2018 [460, 605, 613, 615]
notice-publish-dates: Aug 25, Sept 1, 8, 15, 2018 [913, 1033, 1011, 1043]
notice-publish-dates: Dates Pub: AUG. 18, 25, SEP 01, 08, 2018 [1139, 480, 1292, 490]
legal-notice [687, 1054, 897, 1184]
legal-notice [8, 1175, 218, 1325]
notice-publication: Publish: ES Mountain Views News [913, 1294, 1039, 1305]
footer-email[interactable]: Email: editor@mtnviewsnews.com [884, 2550, 1107, 2567]
notice-publish-dates: Dates Pub: AUG. 18, 25, SEP 01, 08, 2018 [1139, 907, 1292, 917]
notice-body: The following person(s) is (are) doing business as: THE INCREDIBLE ROOTER, 9605 BURNET AVE UNIT 16, NORTH HILLS, CA 91343. Full name of registrant(s) is (are) CHRISTIAN SALVADOR LOPEZ, 9605 BURNET AVE UNIT 16, NORTH HILLS, CA 91343. This Business is conducted by: An Individual. Signed: Christian Salvador Lopez, Owner. This statement was filed with the County Clerk of Los Angeles County on 08/17/2018. [687, 805, 897, 887]
notice-publish-dates: Aug 25, Sept 1, 8, 15, 2018 [913, 886, 1011, 897]
page-number: B4 [10, 2, 60, 49]
legal-notice [1139, 83, 1350, 213]
notice-publish-dates: Dates Pub: AUG. 25, SEP 01, 08, 15, 2018 [460, 1324, 613, 1335]
notice-body: The following person(s) is (are) doing business as: LUXURIOUS COMFORT CLEANING, 13202 DOMART AVE, NORWALK, CA 90650. Full name of registrant(s) is (are) VICTOR E. EBANKS, 13202 DOMART AVE, NORWALK, CA 90650. This Business is conducted by: AN INDIVIDUAL. Signed: VICTOR E. EBANKS. This statement was filed with the County Clerk of Los Angeles County on 08/10/2018. [233, 1220, 445, 1302]
notice-body: The following person(s) is (are) doing business as: ETANI NAIL SPA, 15222 HAWTHORNE BLVD, LAWNDALE, CA 90260. Full name of registrant(s) is (are) MZMH BEAUTY, INC, 15222 HAWTHORNE BLVD, LAWNDALE, CA 90260. This Business is conducted by: A CORPORATION. Signed: MINDY NGUYEN, CEO. This statement was filed with the County Clerk of Los Angeles County on 08/10/2018. The registrant(s) has (have) commenced to transact business under the fictitious business name or names listed above on N/A. [8, 1196, 218, 1300]
legal-notice [8, 665, 218, 836]
masthead [0, 0, 1364, 76]
notice-body: The following person(s) is (are) doing business as: NORTH INDIA PALACE, 321 SOUTH BRAND BLVD, GLENDALE, CA 91204. Full name of registrant(s) is (are) SAMIR DADER, 321 SOUTH BRAND BLVD, GLENDALE, CA 91204. This Business is conducted by: AN INDIVIDUAL. Signed: SAMIR DADER. This statement was filed with the County Clerk of Los Angeles County on 08/14/2018. [233, 1355, 445, 1438]
legal-notice [8, 1009, 218, 1169]
notice-publication: Publish: Mountain Views News [233, 562, 348, 573]
notice-title: FICTITIOUS BUSINESS NAME STATEMENT [687, 646, 865, 657]
notice-publication: Publish: Mountain Views News [233, 1438, 348, 1448]
notice-file-number: File No. 2018-198220 [1139, 940, 1219, 950]
notice-file-number: File No. 2018202909 [1139, 230, 1216, 240]
notice-publication: Publish: Mountain Views News [1139, 1481, 1253, 1492]
notice-file-number: File No. 2018-199049 [1139, 1231, 1219, 1242]
legal-notice [234, 916, 445, 1057]
notice-publish-dates: Dates Pub: AUG. 25, SEP 01, 08, 15, 2018 [460, 751, 613, 761]
notice-publish-dates: Dates Pub: AUG. 25, SEP 01, 08, 15, 2018 [233, 894, 388, 905]
notice-file-number: File No. 2018-204369 [8, 676, 87, 687]
notice-publish-dates: Dates Pub: AUG. 25, SEP 01, 08, 15, 2018 [460, 1168, 613, 1179]
notice-body: The following person(s) is (are) doing business as: CALI COAST FURNITURE, 341 E 9TH ST, LONG BEACH, CA 90813. Full name of registrant(s) is (are) SALVADOR JUNIOR ANCHONDO, 341 E 9TH ST, LONG BEACH, CA 90813. This Business is conducted by: AN INDIVIDUAL. Signed: SALVADOR JUNIOR ANCHONDO. This statement was filed with the County Clerk of Los Angeles County on 08/10/2018. The registrant(s) has (have) commenced to transact business under the fictitious business name or names listed above on N/A. [8, 864, 218, 978]
legal-notice [460, 1347, 670, 1476]
